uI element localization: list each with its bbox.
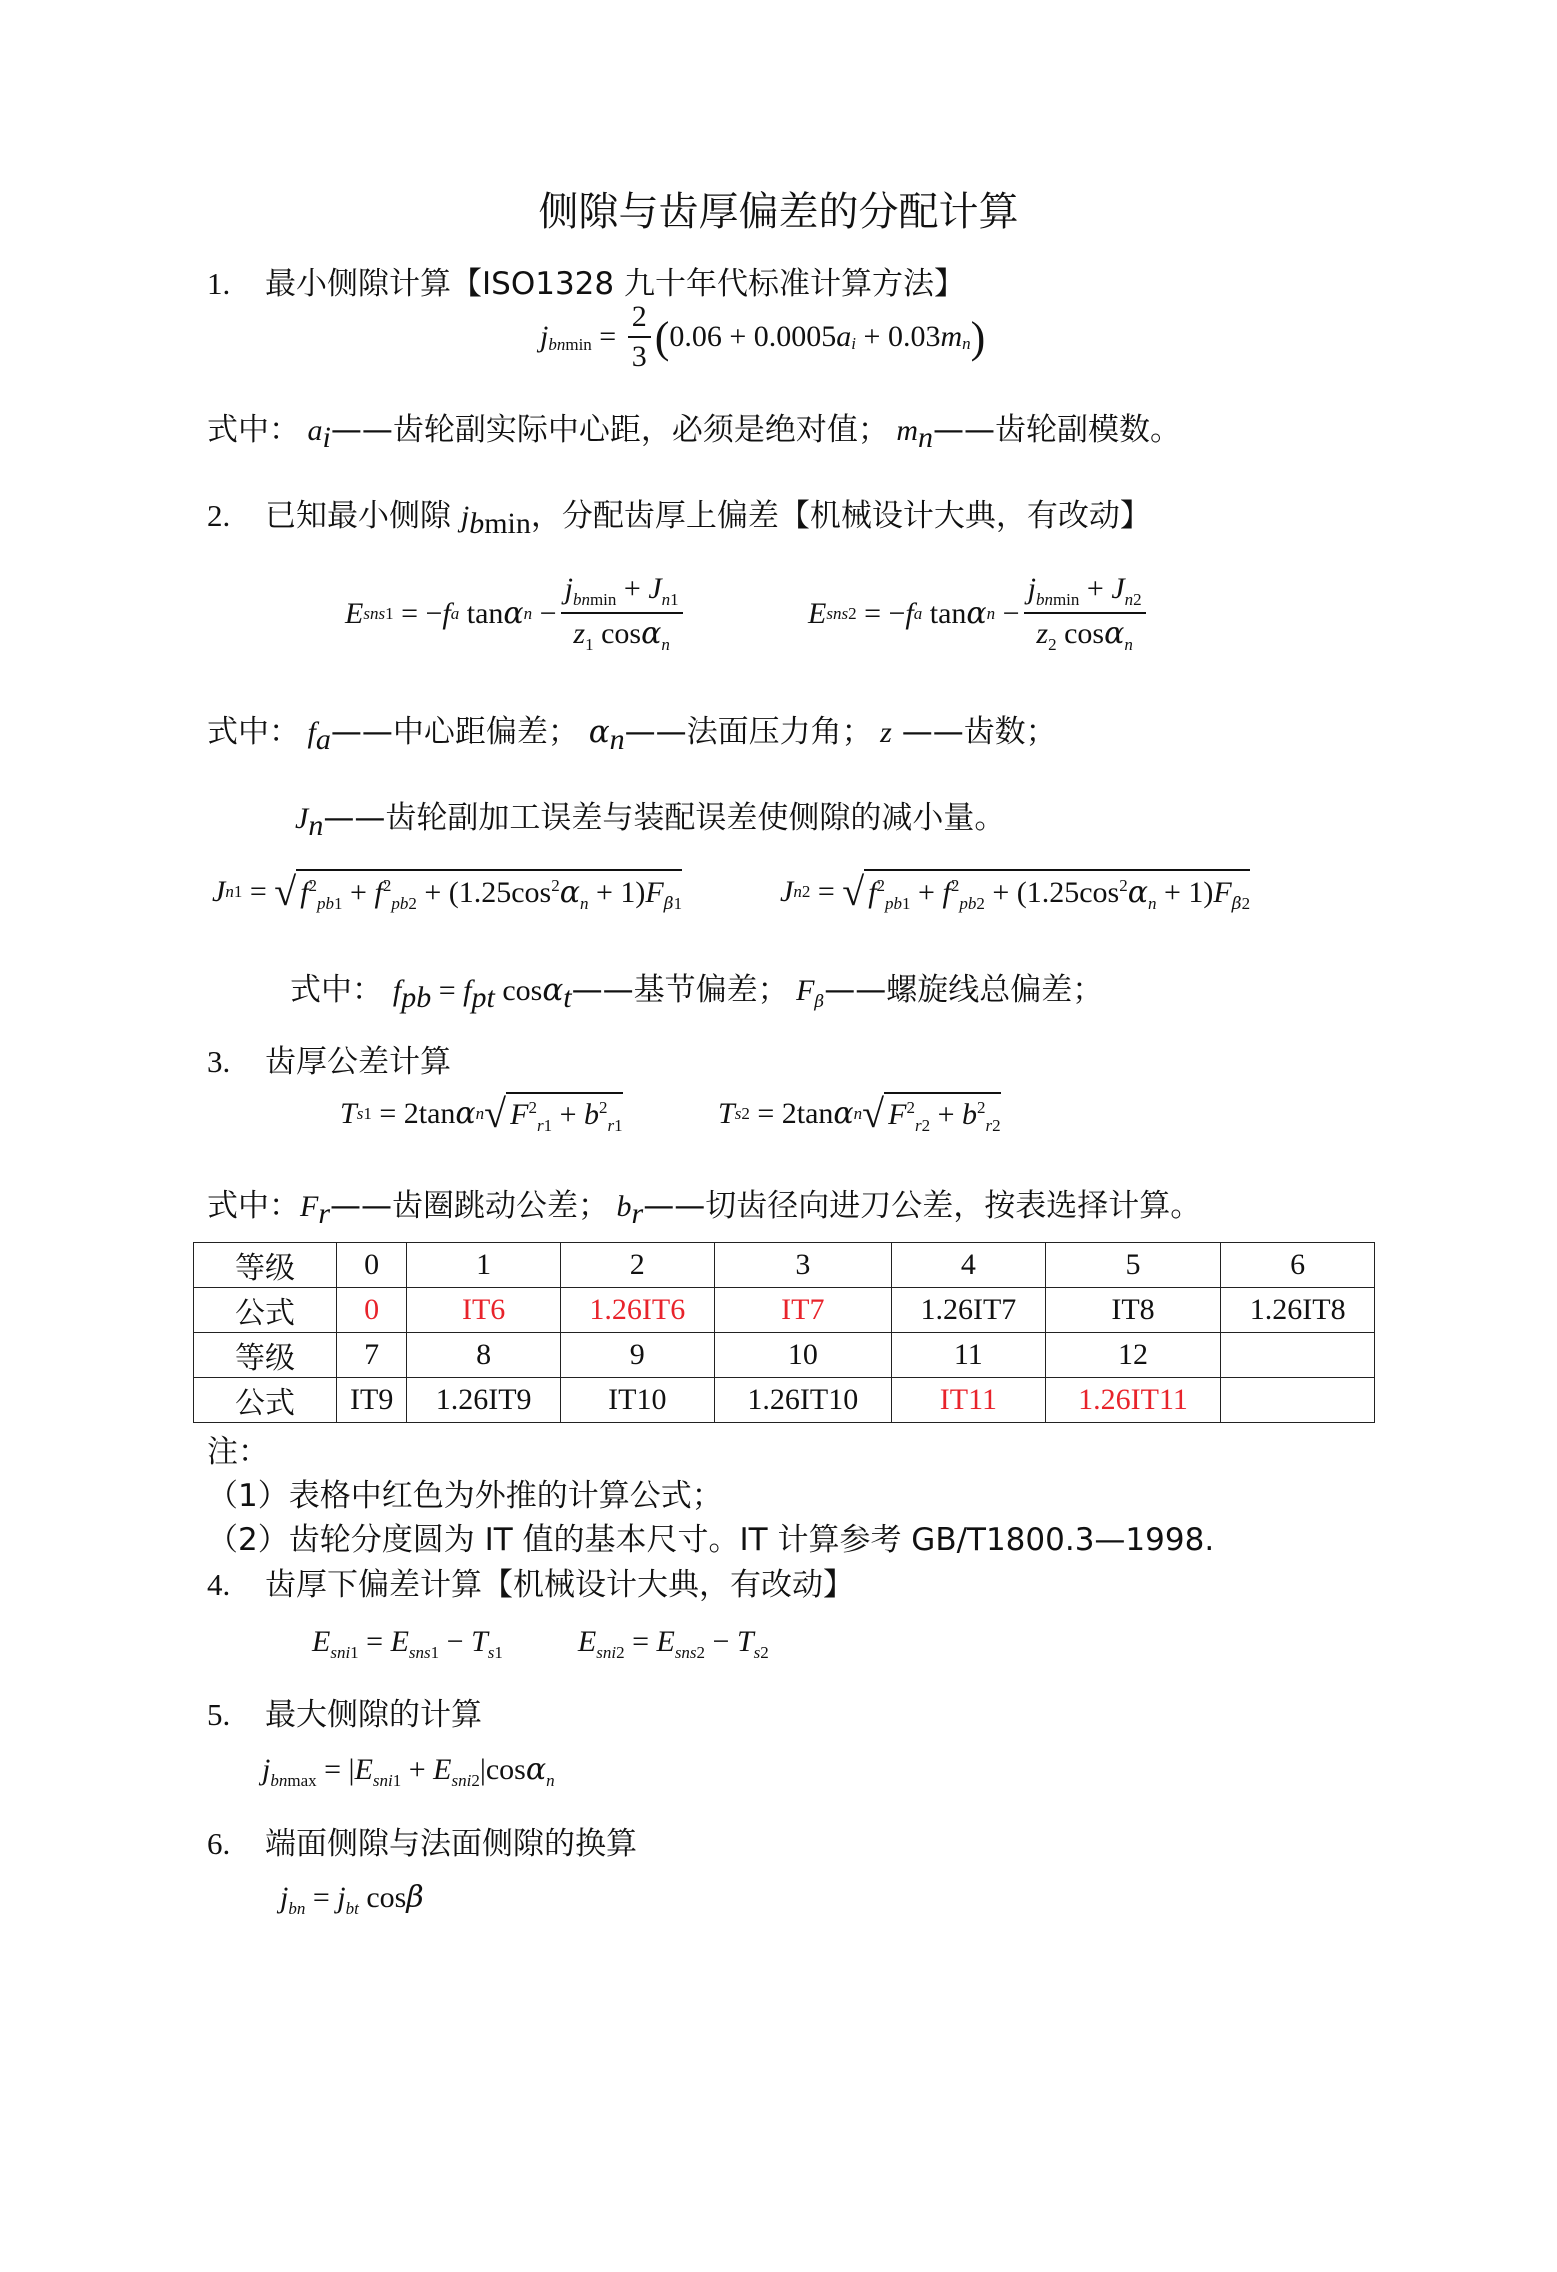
- section-1-where: 式中： $a_i——$齿轮副实际中心距，必须是绝对值； $m_n——$齿轮副模数。: [207, 412, 1182, 455]
- section-2-heading: 2. 已知最小侧隙 $j_{bmin}$，分配齿厚上偏差【机械设计大典，有改动】: [207, 498, 1151, 541]
- section-3-heading: 3. 齿厚公差计算: [207, 1044, 451, 1080]
- table-cell: [1221, 1378, 1375, 1423]
- table-row: [194, 1378, 1375, 1423]
- section-1-heading: 1. 最小侧隙计算【ISO1328 九十年代标准计算方法】: [207, 266, 965, 302]
- formula-jbn-jbt: $j_{bn} = j_{bt}$ cosβ: [280, 1880, 424, 1918]
- note-1: （1）表格中红色为外推的计算公式；: [207, 1478, 723, 1514]
- table-cell: 4: [892, 1243, 1046, 1288]
- table-cell-extrapolated: 1.26IT11: [1045, 1378, 1221, 1423]
- table-cell-label: 公式: [194, 1288, 337, 1333]
- table-row: [194, 1333, 1375, 1378]
- table-cell: 1.26IT9: [407, 1378, 561, 1423]
- table-row: [194, 1288, 1375, 1333]
- section-4-heading: 4. 齿厚下偏差计算【机械设计大典，有改动】: [207, 1567, 854, 1603]
- table-cell: 6: [1221, 1243, 1375, 1288]
- formula-jn2: J n 2 = √ $f^2_{pb1} + f^2_{pb2} + (1.25\cos^2\alpha_n + 1)F_{\beta 2}$: [780, 869, 1251, 914]
- section-3-where: 式中：$F_r——$齿圈跳动公差； $b_r——$切齿径向进刀公差，按表选择计算。: [207, 1188, 1202, 1231]
- formula-ts2: T s 2 = 2tan α n √ $F^2_{r2} + b^2_{r2}$: [718, 1091, 1001, 1136]
- table-cell: [1221, 1333, 1375, 1378]
- table-cell-label: 等级: [194, 1243, 337, 1288]
- table-cell: 5: [1045, 1243, 1221, 1288]
- table-cell-extrapolated: IT11: [892, 1378, 1046, 1423]
- table-cell: IT8: [1045, 1288, 1221, 1333]
- table-cell: 8: [407, 1333, 561, 1378]
- section-6-heading: 6. 端面侧隙与法面侧隙的换算: [207, 1826, 637, 1862]
- formula-esns1: E sns 1 = − f a tan α n − $\frac{j_{bnmin} + J_{n1}}{z_1 \cos\alpha_n}$: [345, 572, 687, 655]
- page-title: 侧隙与齿厚偏差的分配计算: [538, 189, 1019, 235]
- table-cell: 2: [560, 1243, 714, 1288]
- table-cell: IT9: [337, 1378, 407, 1423]
- section-2-where-2: 式中： $f_{pb} = f_{pt}$ cosα$_t$——基节偏差； $F_\beta——$螺旋线总偏差；: [290, 972, 1104, 1015]
- table-cell-extrapolated: IT6: [407, 1288, 561, 1333]
- table-cell-label: 等级: [194, 1333, 337, 1378]
- section-2-where: 式中： $f_a——$中心距偏差； $\alpha_n——$法面压力角； z ——齿数；: [207, 714, 1057, 757]
- table-cell: IT10: [560, 1378, 714, 1423]
- formula-ts1: T s 1 = 2tan α n √ $F^2_{r1} + b^2_{r1}$: [340, 1091, 623, 1136]
- formula-esni: $E_{sni1} = E_{sns1} - T_{s1}$ $E_{sni2} = E_{sns2} - T_{s2}$: [312, 1625, 769, 1662]
- formula-jbn-min: j $_{bn}$ min = $\frac{2}{3}$ ( 0.06 + 0.0005 a $_i$ + 0.03 m $_n$ ): [540, 300, 986, 373]
- table-cell: 9: [560, 1333, 714, 1378]
- table-row: [194, 1243, 1375, 1288]
- table-cell: 0: [337, 1243, 407, 1288]
- formula-esns2: E sns 2 = − f a tan α n − $\frac{j_{bnmin} + J_{n2}}{z_2 \cos\alpha_n}$: [808, 572, 1150, 655]
- table-cell: 1.26IT7: [892, 1288, 1046, 1333]
- table-cell: 10: [714, 1333, 891, 1378]
- formula-jbn-max: $j_{bnmax} = |E_{sni1} + E_{sni2}|\cos\alpha_n$: [262, 1752, 555, 1790]
- table-cell: 11: [892, 1333, 1046, 1378]
- notes-label: 注：: [207, 1434, 269, 1470]
- note-2: （2）齿轮分度圆为 IT 值的基本尺寸。IT 计算参考 GB/T1800.3—1998.: [207, 1522, 1215, 1558]
- grade-formula-table: [193, 1242, 1375, 1423]
- table-cell-extrapolated: 0: [337, 1288, 407, 1333]
- table-cell-extrapolated: IT7: [714, 1288, 891, 1333]
- table-cell: 1: [407, 1243, 561, 1288]
- table-cell: 12: [1045, 1333, 1221, 1378]
- table-cell: 1.26IT8: [1221, 1288, 1375, 1333]
- section-2-jn-desc: $J_n——$齿轮副加工误差与装配误差使侧隙的减小量。: [295, 800, 1006, 843]
- table-cell: 3: [714, 1243, 891, 1288]
- formula-jn1: J n 1 = √ $f^2_{pb1} + f^2_{pb2} + (1.25\cos^2\alpha_n + 1)F_{\beta 1}$: [212, 869, 683, 914]
- table-cell: 7: [337, 1333, 407, 1378]
- table-cell-label: 公式: [194, 1378, 337, 1423]
- section-5-heading: 5. 最大侧隙的计算: [207, 1697, 482, 1733]
- table-cell-extrapolated: 1.26IT6: [560, 1288, 714, 1333]
- table-cell: 1.26IT10: [714, 1378, 891, 1423]
